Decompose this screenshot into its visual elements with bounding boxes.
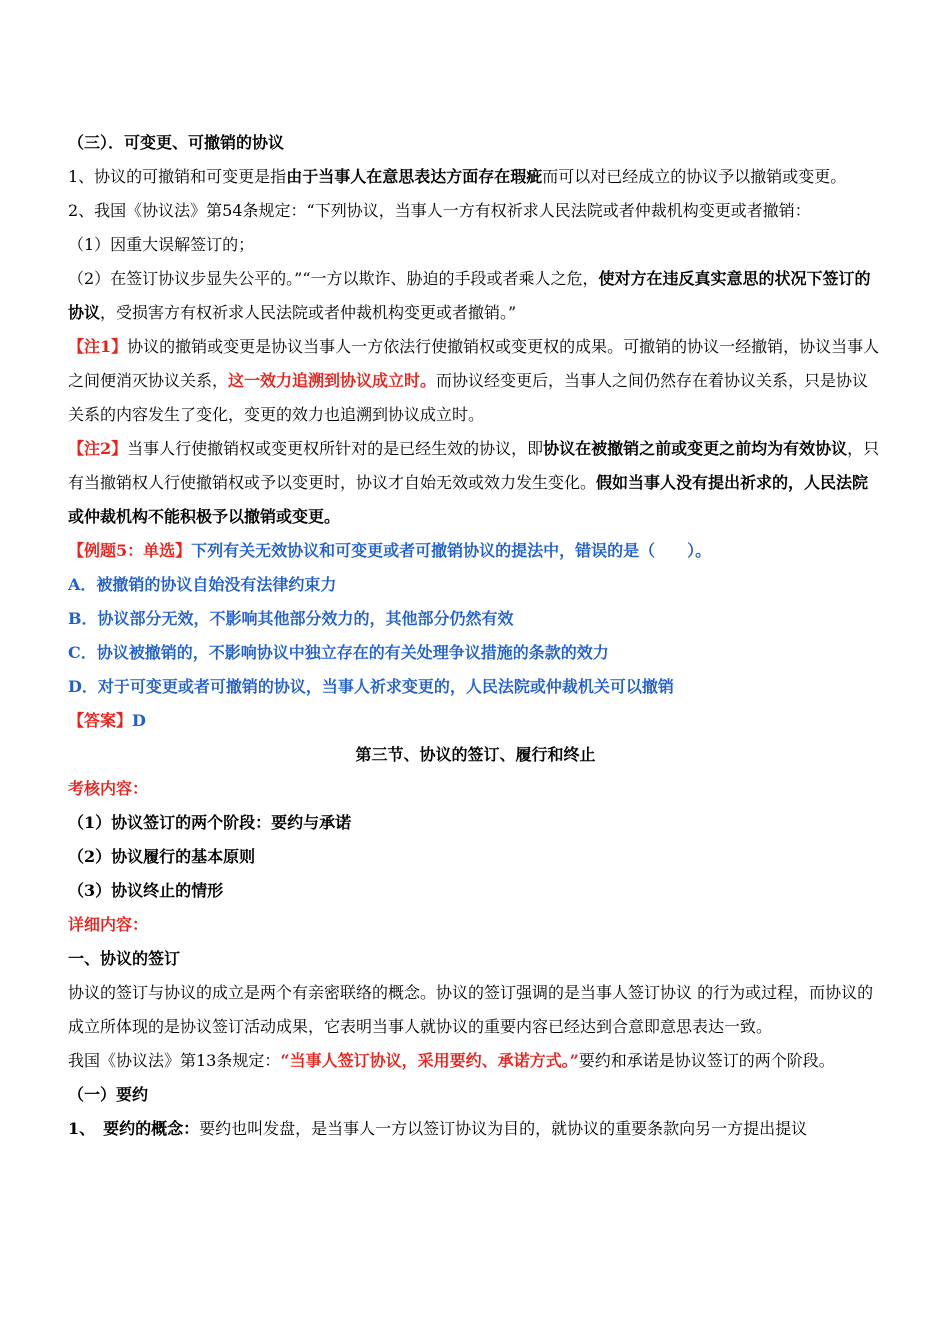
option-d: D．对于可变更或者可撤销的协议，当事人祈求变更的，人民法院或仲裁机关可以撤销 [68, 677, 674, 696]
option-a: A．被撤销的协议自始没有法律约束力 [68, 575, 337, 594]
note-tag: 【注1】 [68, 337, 128, 356]
paragraph-1 [68, 160, 883, 194]
exam-item-1: （1）协议签订的两个阶段：要约与承诺 [68, 813, 352, 832]
text: ，只有当撤销权人行使撤销权或予以变更时，协议才自始无效或效力发生变化。 [68, 439, 880, 492]
note-tag: 【注2】 [68, 439, 128, 458]
paragraph-2-item-2 [68, 262, 883, 330]
bold-text: 假如当事人没有提出祈求的，人民法院或仲裁机构不能积极予以撤销或变更。 [68, 473, 869, 526]
subsection-paragraph-2 [68, 1044, 883, 1078]
text: ，受损害方有权祈求人民法院或者仲裁机构变更或者撤销。” [100, 303, 517, 322]
section-heading: （三）．可变更、可撤销的协议 [68, 133, 285, 152]
option-c: C．协议被撤销的，不影响协议中独立存在的有关处理争议措施的条款的效力 [68, 643, 609, 662]
example-question [68, 534, 883, 568]
highlight-text: 这一效力追溯到协议成立时。 [228, 371, 437, 390]
paragraph-2-item-1: （1）因重大误解签订的； [68, 235, 255, 254]
document-page [68, 126, 883, 1146]
text: 而可以对已经成立的协议予以撤销或变更。 [542, 167, 847, 186]
offer-paragraph [68, 1112, 883, 1146]
note-2 [68, 432, 883, 534]
text: 协议的撤销或变更是协议当事人一方依法行使撤销权或变更权的成果。可撤销的协议一经撤销，协议当事人之间便消灭协议关系， [68, 337, 880, 390]
exam-item-3: （3）协议终止的情形 [68, 881, 224, 900]
text: 我国《协议法》第13条规定： [68, 1051, 281, 1070]
subsection-heading: 一、协议的签订 [68, 949, 181, 968]
section-title: 第三节、协议的签订、履行和终止 [355, 745, 596, 764]
exam-item-2: （2）协议履行的基本原则 [68, 847, 256, 866]
text: 当事人行使撤销权或变更权所针对的是已经生效的协议，即 [127, 439, 544, 458]
question-text: 下列有关无效协议和可变更或者可撤销协议的提法中，错误的是（ ）。 [191, 541, 712, 560]
subsection-paragraph-1: 协议的签订与协议的成立是两个有亲密联络的概念。协议的签订强调的是当事人签订协议 的行为或过程，而协议的成立所体现的是协议签订活动成果，它表明当事人就协议的重要内容已经达到合意即意思表达一致。 [68, 983, 874, 1036]
text: 而协议经变更后，当事人之间仍然存在着协议关系，只是协议关系的内容发生了变化，变更的效力也追溯到协议成立时。 [68, 371, 869, 424]
highlight-text: “当事人签订协议，采用要约、承诺方式。” [280, 1051, 579, 1070]
text: 要约和承诺是协议签订的两个阶段。 [578, 1051, 835, 1070]
answer [68, 704, 883, 738]
bold-text: 使对方在违反真实意思的状况下签订的协议 [68, 269, 871, 322]
answer-value: D [132, 711, 146, 730]
exam-label: 考核内容： [68, 779, 149, 798]
text: （2）在签订协议步显失公平的。”“一方以欺诈、胁迫的手段或者乘人之危， [68, 269, 599, 288]
bold-text: 协议在被撤销之前或变更之前均为有效协议 [543, 439, 848, 458]
bold-text: 由于当事人在意思表达方面存在瑕疵 [286, 167, 543, 186]
text: 要约也叫发盘，是当事人一方以签订协议为目的，就协议的重要条款向另一方提出提议 [199, 1119, 808, 1138]
note-1 [68, 330, 883, 432]
paragraph-2: 2、我国《协议法》第54条规定：“下列协议，当事人一方有权祈求人民法院或者仲裁机构变更或者撤销： [68, 201, 811, 220]
detail-label: 详细内容： [68, 915, 149, 934]
answer-tag: 【答案】 [68, 711, 133, 730]
text: 1、协议的可撤销和可变更是指 [68, 167, 287, 186]
option-b: B．协议部分无效，不影响其他部分效力的，其他部分仍然有效 [68, 609, 514, 628]
offer-heading: （一）要约 [68, 1085, 149, 1104]
example-tag: 【例题5：单选】 [68, 541, 192, 560]
bold-text: 1、 要约的概念： [68, 1119, 200, 1138]
